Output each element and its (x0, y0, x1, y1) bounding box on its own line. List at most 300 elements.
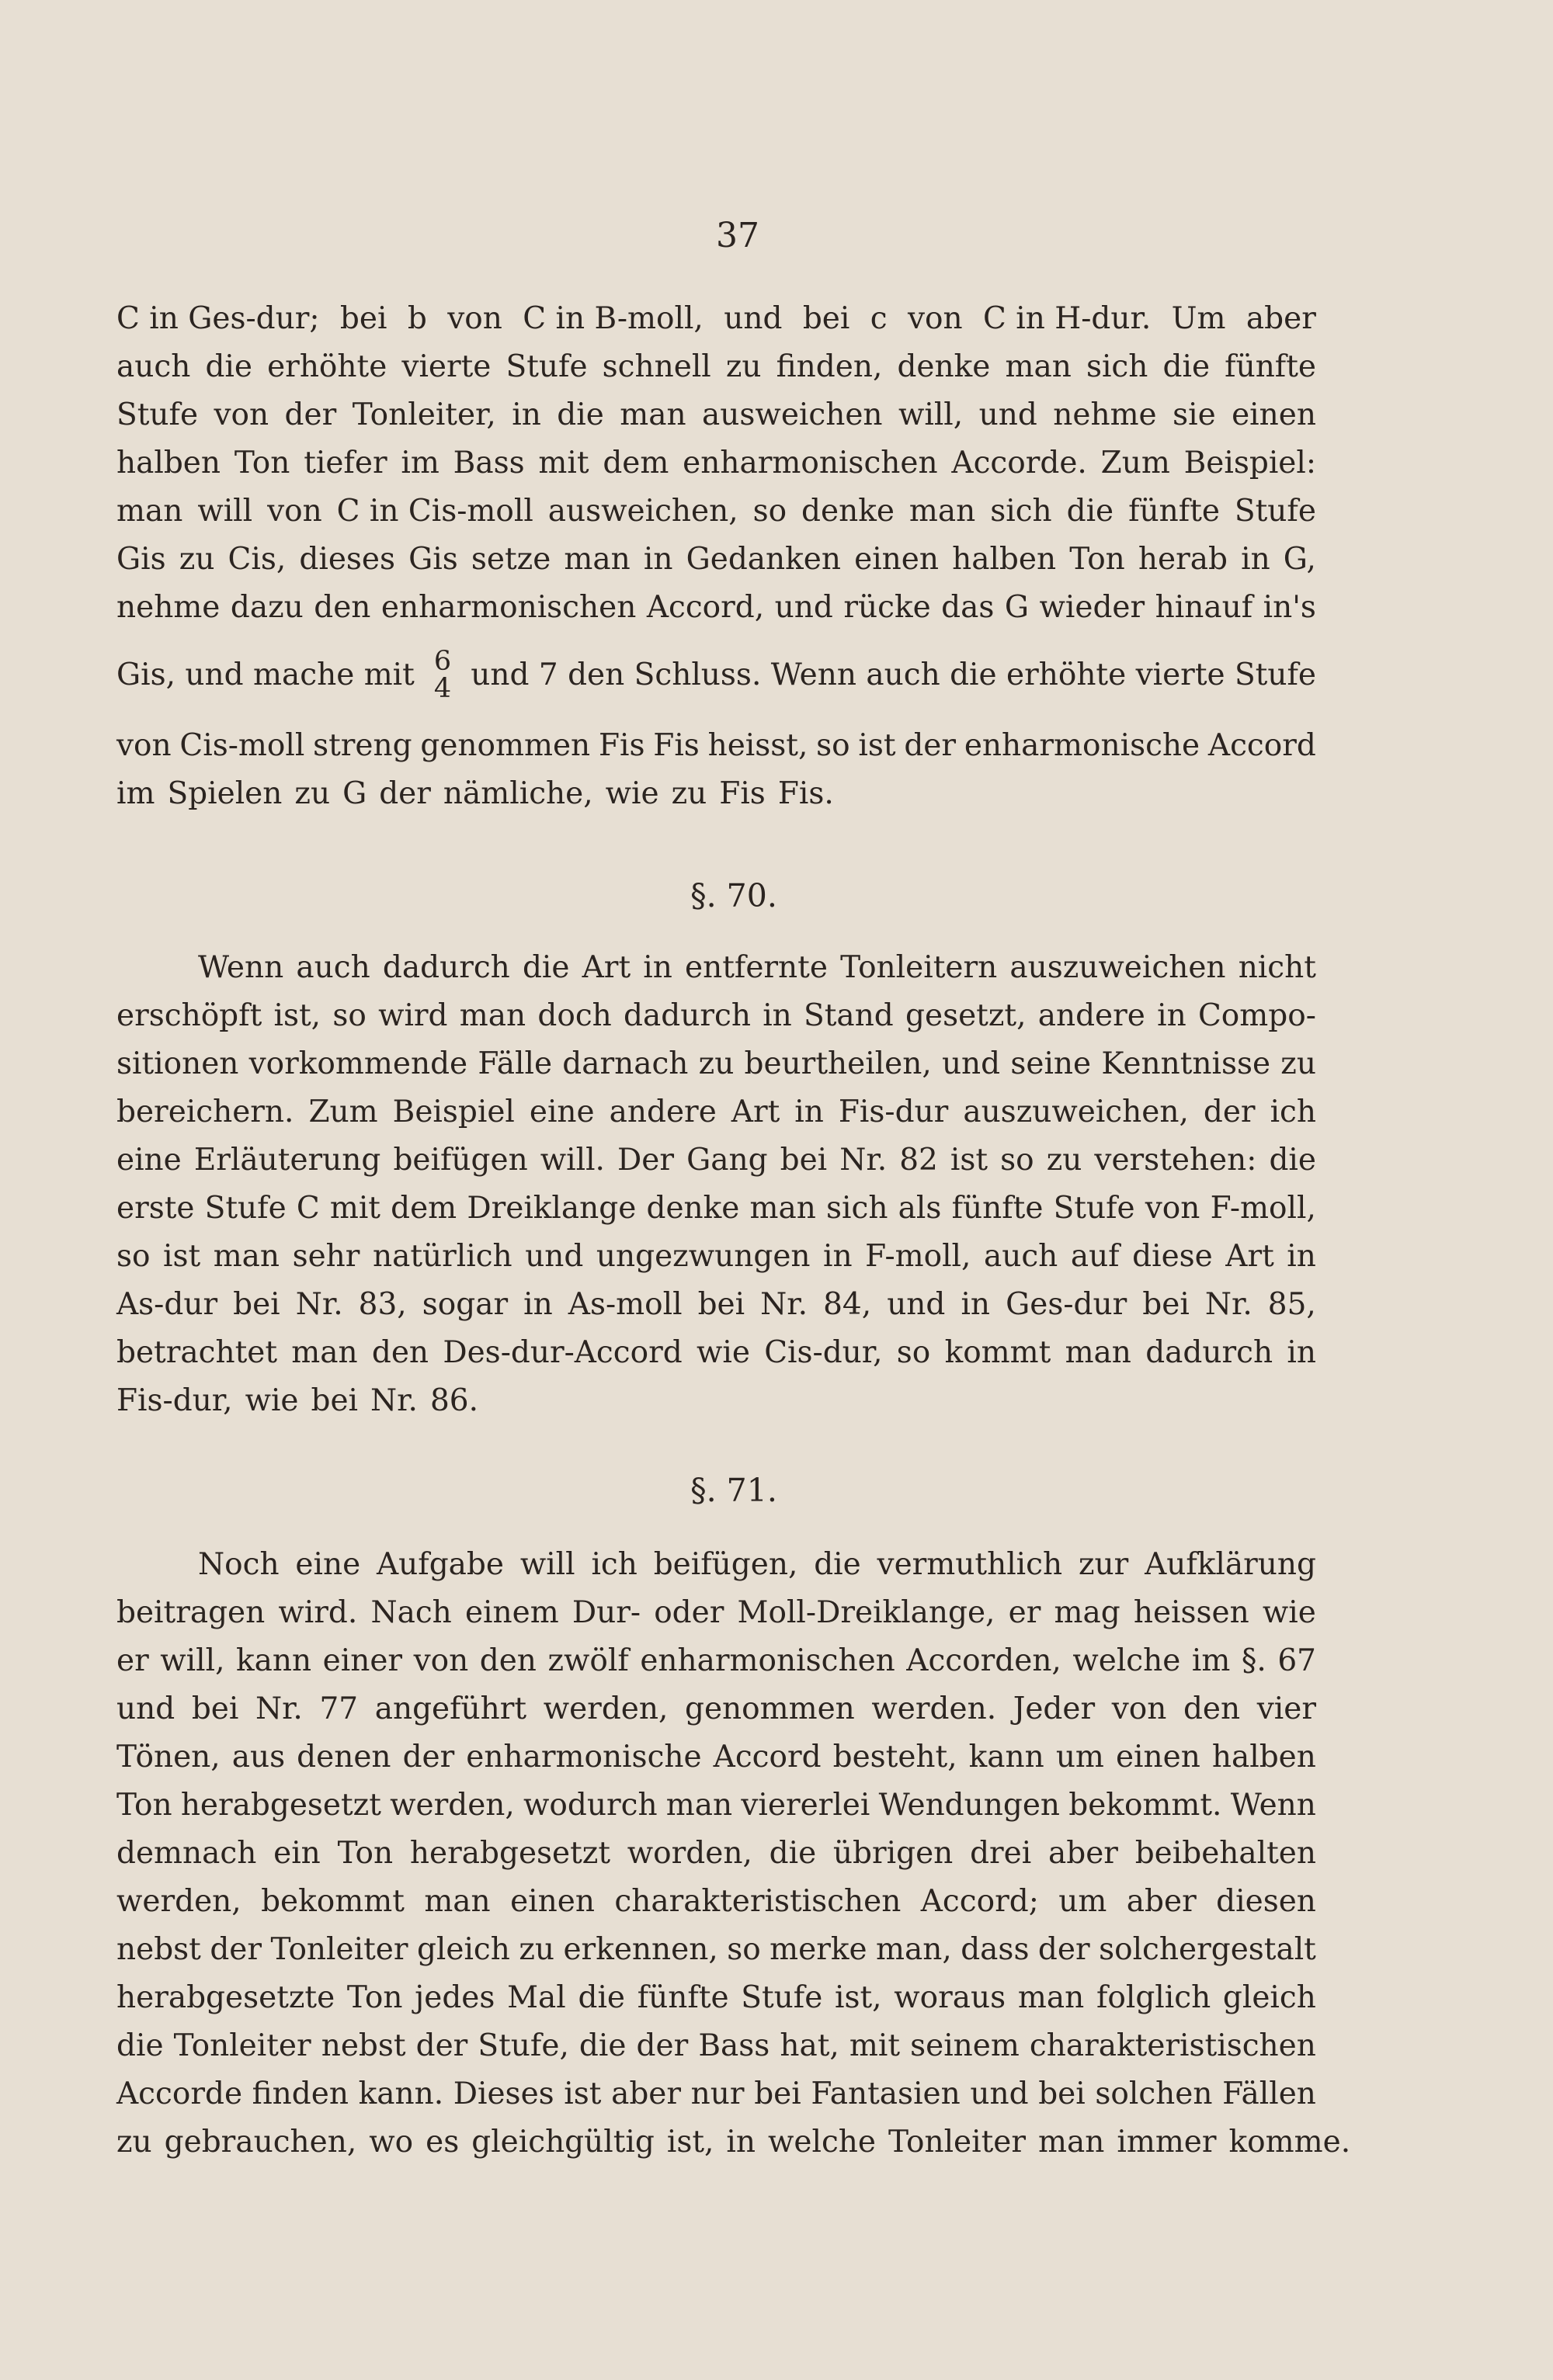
text-word: die (1066, 494, 1114, 529)
text-line (116, 1878, 1316, 1926)
text-word: tiefer (304, 446, 387, 481)
text-word: wie (605, 776, 659, 811)
text-word: b (407, 301, 427, 336)
text-word: C in Cis-moll (336, 494, 533, 529)
text-word: bei (780, 1143, 828, 1178)
text-word: Fis (598, 728, 645, 763)
text-word: Zum (308, 1095, 378, 1129)
text-word: Wendungen (878, 1788, 1061, 1823)
text-word: kann (236, 1643, 312, 1678)
text-word: Kenntnisse (1101, 1046, 1271, 1081)
text-word: bei (802, 301, 850, 336)
text-word: ist (564, 2076, 602, 2111)
text-word: sie (1173, 397, 1216, 432)
text-word: werden, (543, 1691, 669, 1726)
text-word: von (116, 728, 172, 763)
text-word: die (522, 950, 570, 985)
text-word: ein (273, 1836, 321, 1871)
text-word: in (1241, 542, 1270, 577)
text-word: und (116, 1691, 175, 1726)
text-word: dadurch (624, 998, 751, 1033)
text-word: Accord (713, 1740, 822, 1775)
text-word: diese (1132, 1239, 1213, 1274)
text-word: sogar (422, 1287, 509, 1322)
text-word: man (909, 494, 976, 529)
text-word: Accord; (920, 1884, 1039, 1919)
text-word: Ges-dur (1006, 1287, 1127, 1322)
text-word: kann. (358, 2076, 444, 2111)
text-word: kommt (944, 1335, 1051, 1370)
text-word: nehme (116, 590, 221, 625)
text-word: ich (1270, 1095, 1316, 1129)
text-word: 85, (1267, 1287, 1316, 1322)
text-word: einen (510, 1884, 595, 1919)
text-word: Tonleiter (888, 2125, 1027, 2160)
text-word: vierte (401, 349, 492, 384)
text-word: sich (1086, 349, 1148, 384)
text-word: Mal (507, 1980, 566, 2015)
text-word: vermuthlich (877, 1547, 1063, 1582)
text-word: G (342, 776, 367, 811)
text-word: bekommt (261, 1884, 405, 1919)
text-word: verstehen: (1094, 1143, 1257, 1178)
text-word: Nr. (295, 1287, 343, 1322)
text-word: rücke (843, 590, 931, 625)
text-word: herab (1138, 542, 1228, 577)
text-word: zu (698, 1046, 735, 1081)
text-word: in (512, 397, 541, 432)
text-word: die (116, 2028, 164, 2063)
text-word: enharmonischen (683, 446, 938, 481)
text-word: Aufklärung (1145, 1547, 1316, 1582)
text-line (116, 722, 1316, 770)
text-word: in (643, 542, 673, 577)
text-word: dieses (299, 542, 396, 577)
text-word: so (1000, 1143, 1034, 1178)
text-word: in (763, 998, 792, 1033)
text-word: charakteristischen (614, 1884, 902, 1919)
text-line (116, 1637, 1316, 1685)
text-word: zur (1078, 1547, 1129, 1582)
text-word: der (402, 1740, 455, 1775)
text-line (116, 2070, 1316, 2118)
text-word: bekommt. (1068, 1788, 1222, 1823)
text-word: den (371, 1335, 429, 1370)
text-word: zu (1046, 1143, 1082, 1178)
text-line (116, 1136, 1316, 1185)
text-line (116, 1377, 1316, 1425)
text-word: Stufe, (478, 2028, 569, 2063)
text-word: wie (245, 1383, 299, 1418)
text-word: genommen (420, 728, 591, 763)
text-word: mit (329, 1191, 380, 1226)
text-word: nebst (321, 2028, 406, 2063)
text-word: der (636, 2028, 689, 2063)
text-word: 86. (429, 1383, 478, 1418)
text-word: bei (754, 2076, 801, 2111)
text-word: Tonleiter (173, 2028, 311, 2063)
text-word: Fantasien (811, 2076, 961, 2111)
text-word: beifügen, (653, 1547, 798, 1582)
text-word: schnell (602, 349, 711, 384)
text-word: die (814, 1547, 861, 1582)
text-word: bei (191, 1691, 239, 1726)
text-word: Tonleiter, (352, 397, 496, 432)
text-word: Spielen (167, 776, 283, 811)
text-word: so (896, 1335, 931, 1370)
text-word: bei (311, 1383, 359, 1418)
text-word: und (887, 1287, 946, 1322)
text-word: den (1183, 1691, 1241, 1726)
text-word: zu (671, 776, 707, 811)
text-word: 84, (823, 1287, 872, 1322)
text-word: es (426, 2125, 460, 2160)
text-word: dazu (230, 590, 304, 625)
text-word: bei (697, 1287, 745, 1322)
text-word: genommen (685, 1691, 855, 1726)
text-word: welche (1072, 1643, 1181, 1678)
text-word: Fällen (1222, 2076, 1316, 2111)
text-word: Der (617, 1143, 675, 1178)
text-word: vorkommende (248, 1046, 468, 1081)
text-word: von (1111, 1691, 1167, 1726)
text-word: der (1203, 1095, 1256, 1129)
text-word: gebrauchen, (164, 2125, 357, 2160)
text-word: zwölf (547, 1643, 629, 1678)
text-word: Nach (370, 1595, 452, 1630)
text-word: andere (1037, 998, 1145, 1033)
text-word: setze (471, 542, 551, 577)
text-word: bereichern. (116, 1095, 294, 1129)
text-word: Beispiel: (1183, 446, 1316, 481)
text-word: Nr. (760, 1287, 808, 1322)
text-word: sich (990, 494, 1052, 529)
text-word: ich (591, 1547, 638, 1582)
text-word: wodurch (523, 1788, 658, 1823)
text-word: Beispiel (392, 1095, 515, 1129)
text-word: sehr (292, 1239, 360, 1274)
text-word: Cis-dur, (764, 1335, 883, 1370)
text-word: gleich (1222, 1980, 1316, 2015)
text-word: kann (968, 1740, 1044, 1775)
text-word: Fis (653, 728, 700, 763)
text-word: besteht, (832, 1740, 957, 1775)
text-word: folglich (1096, 1980, 1211, 2015)
text-word: bei (339, 301, 387, 336)
text-word: entfernte (685, 950, 828, 985)
text-word: Ton (337, 1836, 394, 1871)
text-word: man (213, 1239, 280, 1274)
text-word: Nr. (255, 1691, 303, 1726)
text-word: fünfte (637, 1980, 729, 2015)
text-word: Art (731, 1095, 780, 1129)
text-word: streng (313, 728, 412, 763)
section-heading-71: §. 71. (690, 1472, 777, 1509)
text-word: im (1191, 1643, 1231, 1678)
text-word: gesetzt, (905, 998, 1027, 1033)
text-word: Accord, (646, 590, 765, 625)
text-word: Aufgabe (377, 1547, 504, 1582)
text-word: man (620, 397, 686, 432)
text-line (116, 1782, 1316, 1830)
text-word: und (724, 301, 783, 336)
text-word: Tönen, (116, 1740, 221, 1775)
text-word: die (578, 2028, 627, 2063)
text-word: beibehalten (1134, 1836, 1316, 1871)
text-word: als (898, 1191, 942, 1226)
text-line (116, 1088, 1316, 1136)
text-word: Gis (116, 542, 166, 577)
text-word: der (210, 1932, 262, 1967)
text-word: Compo- (1197, 998, 1316, 1033)
text-word: C in B-moll, (523, 301, 704, 336)
text-word: Jeder (1013, 1691, 1096, 1726)
text-word: enharmonische (466, 1740, 702, 1775)
text-word: woraus (894, 1980, 1006, 2015)
text-word: wieder (1039, 590, 1145, 625)
text-word: Tonleitern (840, 950, 998, 985)
text-word: denke (897, 349, 991, 384)
text-line (116, 1830, 1316, 1878)
text-line (116, 1040, 1316, 1088)
text-word: halben (952, 542, 1057, 577)
text-line (116, 2118, 1351, 2167)
text-word: das (941, 590, 995, 625)
text-word: seinem (910, 2028, 1020, 2063)
text-word: dadurch (382, 950, 510, 985)
text-line (116, 343, 1316, 391)
text-word: eine (116, 1143, 182, 1178)
section-heading-70: §. 70. (690, 877, 777, 914)
text-line (116, 1185, 1316, 1233)
text-word: man (1005, 349, 1072, 384)
text-word: von (267, 494, 322, 529)
text-word: As-moll (568, 1287, 683, 1322)
text-word: auf (1070, 1239, 1120, 1274)
text-word: natürlich (372, 1239, 512, 1274)
text-word: dass (961, 1932, 1030, 1967)
text-word: will (519, 1547, 575, 1582)
text-word: und (970, 2076, 1029, 2111)
text-word: zu (725, 349, 762, 384)
text-word: jedes (415, 1980, 495, 2015)
text-word: herabgesetzt (409, 1836, 611, 1871)
text-word: C in H-dur. (983, 301, 1152, 336)
text-word: der (284, 397, 337, 432)
text-word: Stufe (204, 1191, 287, 1226)
text-word: Wenn (1230, 1788, 1316, 1823)
text-word: wo (369, 2125, 414, 2160)
text-word: auch (296, 950, 370, 985)
text-word: auszuweichen, (963, 1095, 1189, 1129)
text-word: ist, (835, 1980, 882, 2015)
text-word: beitragen (116, 1595, 266, 1630)
text-word: in (1287, 1239, 1316, 1274)
text-word: will, (160, 1643, 225, 1678)
text-word: erhöhte (267, 349, 387, 384)
text-word: betrachtet (116, 1335, 277, 1370)
text-word: Ton (1069, 542, 1125, 577)
text-word: nebst (116, 1932, 201, 1967)
text-word: einem (464, 1595, 559, 1630)
text-segment: und 7 den Schluss. Wenn auch die erhöhte vierte Stufe (471, 657, 1316, 692)
text-word: nehme (1053, 397, 1157, 432)
text-word: bei (1038, 2076, 1086, 2111)
text-word: mit (538, 446, 589, 481)
text-word: einen (854, 542, 939, 577)
text-line (116, 536, 1316, 584)
text-word: enharmonischen (380, 590, 637, 625)
text-word: bei (233, 1287, 280, 1322)
text-word: beifügen (393, 1143, 528, 1178)
text-word: C in Ges-dur; (116, 301, 320, 336)
text-word: Bass (453, 446, 525, 481)
text-line (116, 584, 1316, 632)
text-word: bei (1142, 1287, 1190, 1322)
text-word: Zum (1100, 446, 1170, 481)
text-word: und (525, 1239, 584, 1274)
figured-bass (434, 648, 451, 703)
text-line (116, 1541, 1316, 1589)
text-word: der (904, 728, 957, 763)
text-word: wird. (278, 1595, 358, 1630)
text-word: Bass (698, 2028, 770, 2063)
text-word: er (1008, 1595, 1041, 1630)
text-word: im (401, 446, 439, 481)
text-word: will, (898, 397, 964, 432)
figured-bass-top: 6 (433, 646, 452, 677)
text-word: darnach (562, 1046, 689, 1081)
text-word: gleichgültig (471, 2125, 655, 2160)
text-line (116, 1685, 1316, 1733)
text-word: Erläuterung (193, 1143, 381, 1178)
text-word: Stand (804, 998, 894, 1033)
text-word: Art (582, 950, 631, 985)
text-word: dem (603, 446, 669, 481)
text-word: Stufe (1053, 1191, 1135, 1226)
text-word: heissen (1133, 1595, 1249, 1630)
text-word: solchen (1095, 2076, 1213, 2111)
text-word: in's (1263, 590, 1316, 625)
text-word: in (961, 1287, 991, 1322)
text-word: Ton (346, 1980, 403, 2015)
text-word: aber (1246, 301, 1316, 336)
text-word: ist, (273, 998, 321, 1033)
text-word: Accorden, (906, 1643, 1061, 1678)
text-word: er (116, 1643, 149, 1678)
text-word: hinauf (1155, 590, 1253, 625)
text-word: Fis-dur (838, 1095, 949, 1129)
text-word: charakteristischen (1029, 2028, 1316, 2063)
text-word: denen (297, 1740, 391, 1775)
text-word: in (523, 1287, 553, 1322)
text-word: viererlei (741, 1788, 870, 1823)
text-word: Stufe (116, 397, 199, 432)
text-word: die (769, 1836, 817, 1871)
text-word: 82 (899, 1143, 938, 1178)
text-word: zu (1280, 1046, 1316, 1081)
text-word: und (941, 1046, 1001, 1081)
text-word: um (1055, 1740, 1104, 1775)
text-word: in (1157, 998, 1186, 1033)
figured-bass-bottom: 4 (433, 673, 452, 704)
text-word: man (1017, 1980, 1085, 2015)
text-word: im (116, 776, 155, 811)
text-word: von (907, 301, 963, 336)
text-word: man (564, 542, 631, 577)
text-word: As-dur (116, 1287, 218, 1322)
text-word: so (816, 728, 850, 763)
text-word: und (774, 590, 833, 625)
text-word: Ton (116, 1788, 172, 1823)
text-word: Accorde. (951, 446, 1087, 481)
text-word: dadurch (1145, 1335, 1273, 1370)
text-word: so (116, 1239, 151, 1274)
text-word: man (291, 1335, 358, 1370)
text-word: auch (983, 1239, 1058, 1274)
text-word: wie (696, 1335, 750, 1370)
text-word: herabgesetzte (116, 1980, 335, 2015)
text-line (116, 439, 1316, 487)
text-word: Tonleiter (270, 1932, 408, 1967)
text-word: fünfte (1225, 349, 1316, 384)
text-word: halben (116, 446, 221, 481)
text-line (116, 1233, 1316, 1281)
text-word: heisst, (707, 728, 808, 763)
text-word: denke (801, 494, 895, 529)
text-word: man (749, 1191, 816, 1226)
text-word: Des-dur-Accord (443, 1335, 683, 1370)
text-word: will. (540, 1143, 605, 1178)
text-word: merke (770, 1932, 867, 1967)
text-word: einen (1115, 1740, 1200, 1775)
text-line (116, 487, 1316, 536)
text-word: finden (252, 2076, 349, 2111)
text-word: auch (116, 349, 191, 384)
text-word: G (1004, 590, 1030, 625)
text-word: welche (768, 2125, 876, 2160)
text-word: Stufe (1234, 494, 1316, 529)
text-word: Nr. (1204, 1287, 1252, 1322)
text-word: um (1058, 1884, 1107, 1919)
text-word: mag (1054, 1595, 1120, 1630)
text-word: nicht (1238, 950, 1316, 985)
text-word: drei (970, 1836, 1032, 1871)
text-word: Wenn (198, 950, 284, 985)
text-word: Cis, (228, 542, 287, 577)
text-word: 67 (1277, 1643, 1316, 1678)
text-line (116, 295, 1316, 343)
text-line (116, 770, 1316, 818)
text-word: in (1287, 1335, 1316, 1370)
text-word: Um (1171, 301, 1226, 336)
text-word: aus (231, 1740, 286, 1775)
text-line (116, 2022, 1316, 2070)
text-word: seine (1010, 1046, 1092, 1081)
text-word: Cis-moll (179, 728, 305, 763)
text-word: Nr. (370, 1383, 418, 1418)
text-word: 77 (319, 1691, 359, 1726)
text-line (116, 1733, 1316, 1782)
text-word: hat, (780, 2028, 839, 2063)
text-word: der (415, 2028, 468, 2063)
text-word: aber (611, 2076, 682, 2111)
text-line (116, 1926, 1316, 1974)
text-word: die (1269, 1143, 1316, 1178)
text-word: übrigen (832, 1836, 954, 1871)
text-word: ungezwungen (596, 1239, 811, 1274)
text-word: Accorde (116, 2076, 243, 2111)
